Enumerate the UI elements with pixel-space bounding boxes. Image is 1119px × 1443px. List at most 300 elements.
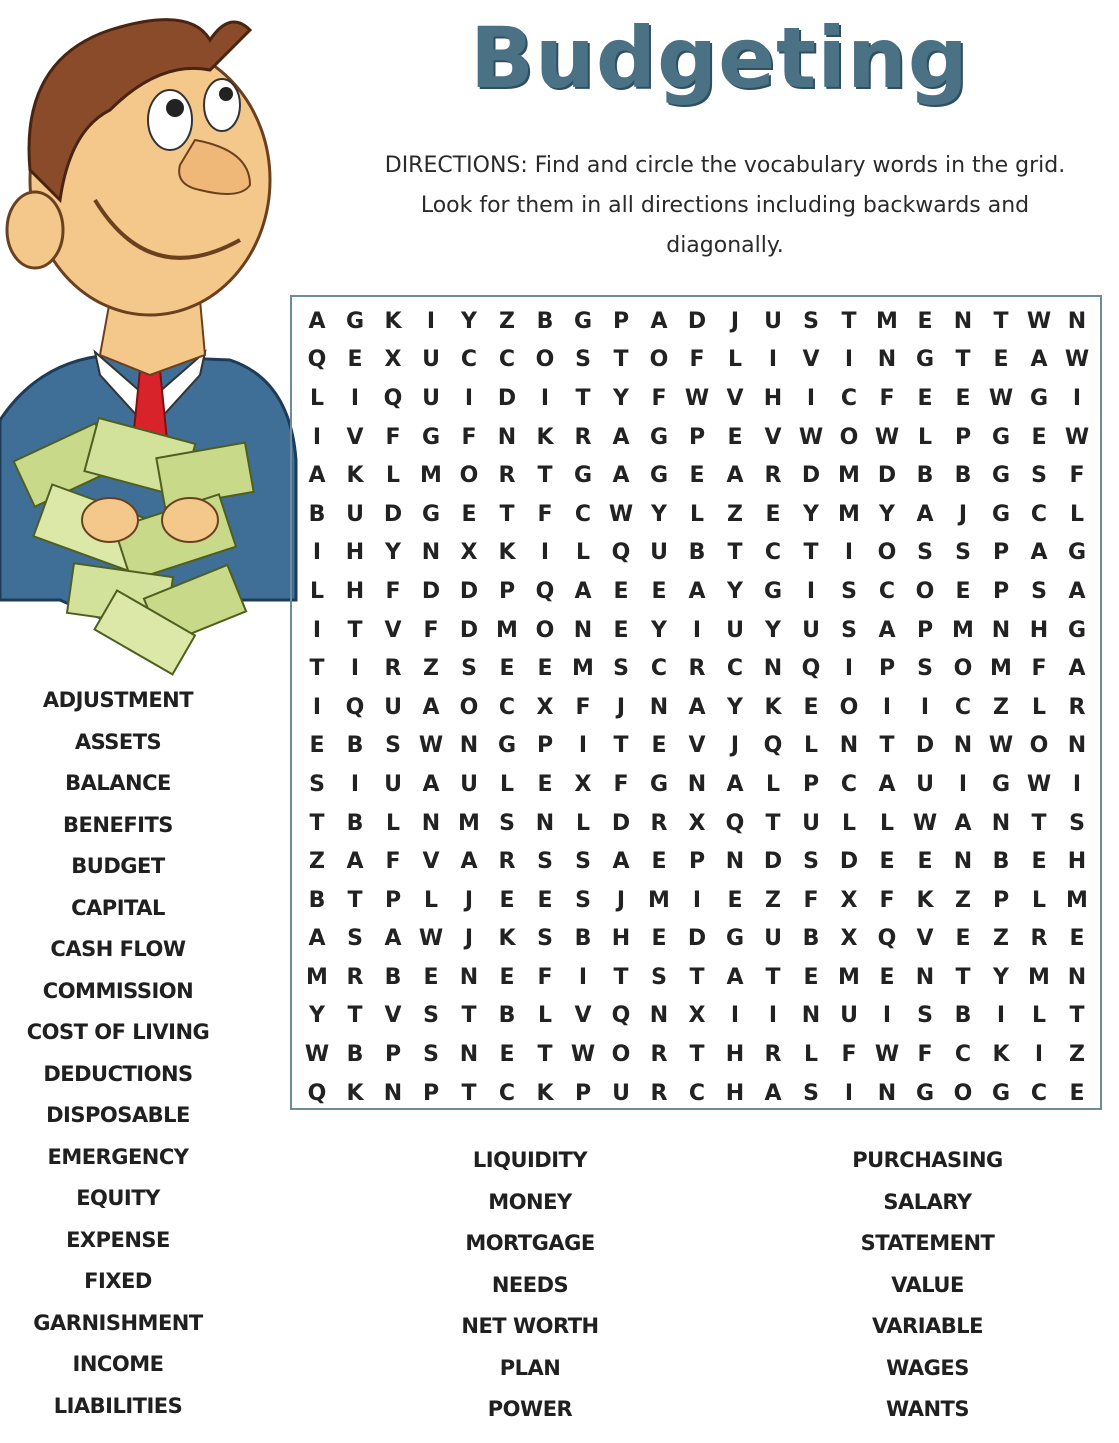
grid-letter[interactable]: B xyxy=(688,540,706,566)
grid-letter[interactable]: A xyxy=(308,308,326,334)
grid-letter[interactable]: E xyxy=(537,887,553,913)
grid-letter[interactable]: E xyxy=(955,578,971,604)
grid-letter[interactable]: S xyxy=(575,887,591,913)
grid-letter[interactable]: N xyxy=(991,617,1011,643)
grid-letter[interactable]: I xyxy=(312,540,322,566)
grid-letter[interactable]: Y xyxy=(309,1003,325,1029)
grid-letter[interactable]: K xyxy=(536,424,554,450)
grid-letter[interactable]: Q xyxy=(725,810,745,836)
grid-letter[interactable]: G xyxy=(763,578,783,604)
grid-letter[interactable]: N xyxy=(421,810,441,836)
grid-letter[interactable]: D xyxy=(801,463,821,489)
grid-letter[interactable]: O xyxy=(459,694,479,720)
grid-letter[interactable]: N xyxy=(497,424,517,450)
grid-letter[interactable]: J xyxy=(616,887,626,913)
grid-letter[interactable]: D xyxy=(611,810,631,836)
grid-letter[interactable]: R xyxy=(346,964,364,990)
grid-letter[interactable]: H xyxy=(763,385,783,411)
grid-letter[interactable]: I xyxy=(768,1003,778,1029)
grid-letter[interactable]: P xyxy=(992,578,1010,604)
grid-letter[interactable]: N xyxy=(877,347,897,373)
grid-letter[interactable]: V xyxy=(422,849,440,875)
grid-letter[interactable]: Q xyxy=(611,1003,631,1029)
grid-letter[interactable]: L xyxy=(765,771,781,797)
grid-letter[interactable]: C xyxy=(688,1080,706,1106)
grid-letter[interactable]: E xyxy=(917,849,933,875)
grid-letter[interactable]: X xyxy=(840,926,858,952)
grid-letter[interactable]: X xyxy=(384,347,402,373)
grid-letter[interactable]: U xyxy=(802,617,820,643)
grid-letter[interactable]: O xyxy=(839,424,859,450)
grid-letter[interactable]: M xyxy=(838,964,860,990)
grid-letter[interactable]: E xyxy=(461,501,477,527)
grid-letter[interactable]: I xyxy=(806,385,816,411)
grid-letter[interactable]: A xyxy=(574,578,592,604)
grid-letter[interactable]: V xyxy=(726,385,744,411)
grid-letter[interactable]: T xyxy=(689,1042,705,1068)
grid-letter[interactable]: W xyxy=(988,385,1014,411)
grid-letter[interactable]: F xyxy=(917,1042,933,1068)
grid-letter[interactable]: N xyxy=(459,964,479,990)
grid-letter[interactable]: S xyxy=(461,656,477,682)
grid-letter[interactable]: A xyxy=(308,926,326,952)
grid-letter[interactable]: S xyxy=(499,810,515,836)
grid-letter[interactable]: K xyxy=(498,926,516,952)
grid-letter[interactable]: L xyxy=(879,810,895,836)
grid-letter[interactable]: O xyxy=(877,540,897,566)
grid-letter[interactable]: Z xyxy=(309,849,325,875)
grid-letter[interactable]: T xyxy=(765,810,781,836)
grid-letter[interactable]: Z xyxy=(993,694,1009,720)
grid-letter[interactable]: A xyxy=(650,308,668,334)
grid-letter[interactable]: D xyxy=(459,578,479,604)
grid-letter[interactable]: Q xyxy=(801,656,821,682)
grid-letter[interactable]: N xyxy=(687,771,707,797)
grid-letter[interactable]: G xyxy=(991,771,1011,797)
grid-letter[interactable]: S xyxy=(1069,810,1085,836)
grid-letter[interactable]: S xyxy=(1031,463,1047,489)
grid-letter[interactable]: I xyxy=(882,1003,892,1029)
grid-letter[interactable]: D xyxy=(497,385,517,411)
grid-letter[interactable]: K xyxy=(992,1042,1010,1068)
grid-letter[interactable]: A xyxy=(308,463,326,489)
grid-letter[interactable]: Q xyxy=(345,694,365,720)
grid-letter[interactable]: I xyxy=(692,887,702,913)
grid-letter[interactable]: E xyxy=(499,964,515,990)
grid-letter[interactable]: E xyxy=(689,463,705,489)
grid-letter[interactable]: P xyxy=(612,308,630,334)
grid-letter[interactable]: E xyxy=(651,849,667,875)
grid-letter[interactable]: L xyxy=(803,733,819,759)
grid-letter[interactable]: I xyxy=(312,424,322,450)
grid-letter[interactable]: W xyxy=(570,1042,596,1068)
grid-letter[interactable]: P xyxy=(384,1042,402,1068)
grid-letter[interactable]: M xyxy=(306,964,328,990)
grid-letter[interactable]: S xyxy=(537,849,553,875)
grid-letter[interactable]: R xyxy=(1030,926,1048,952)
grid-letter[interactable]: G xyxy=(649,463,669,489)
grid-letter[interactable]: C xyxy=(1030,501,1048,527)
grid-letter[interactable]: A xyxy=(612,849,630,875)
grid-letter[interactable]: Y xyxy=(803,501,819,527)
grid-letter[interactable]: W xyxy=(1064,347,1090,373)
grid-letter[interactable]: D xyxy=(687,308,707,334)
grid-letter[interactable]: W xyxy=(304,1042,330,1068)
grid-letter[interactable]: N xyxy=(725,849,745,875)
grid-letter[interactable]: E xyxy=(499,1042,515,1068)
grid-letter[interactable]: K xyxy=(498,540,516,566)
grid-letter[interactable]: C xyxy=(650,656,668,682)
grid-letter[interactable]: G xyxy=(497,733,517,759)
grid-letter[interactable]: E xyxy=(917,308,933,334)
grid-letter[interactable]: O xyxy=(611,1042,631,1068)
grid-letter[interactable]: S xyxy=(423,1042,439,1068)
grid-letter[interactable]: C xyxy=(460,347,478,373)
grid-letter[interactable]: I xyxy=(350,385,360,411)
grid-letter[interactable]: T xyxy=(499,501,515,527)
grid-letter[interactable]: R xyxy=(574,424,592,450)
grid-letter[interactable]: H xyxy=(725,1080,745,1106)
grid-letter[interactable]: M xyxy=(876,308,898,334)
grid-letter[interactable]: R xyxy=(650,810,668,836)
grid-letter[interactable]: P xyxy=(802,771,820,797)
grid-letter[interactable]: E xyxy=(727,424,743,450)
grid-letter[interactable]: Y xyxy=(613,385,629,411)
grid-letter[interactable]: J xyxy=(464,887,474,913)
grid-letter[interactable]: T xyxy=(803,540,819,566)
grid-letter[interactable]: O xyxy=(535,347,555,373)
grid-letter[interactable]: S xyxy=(917,540,933,566)
grid-letter[interactable]: K xyxy=(346,1080,364,1106)
grid-letter[interactable]: R xyxy=(498,849,516,875)
grid-letter[interactable]: P xyxy=(384,887,402,913)
grid-letter[interactable]: N xyxy=(763,656,783,682)
grid-letter[interactable]: U xyxy=(650,540,668,566)
grid-letter[interactable]: F xyxy=(385,578,401,604)
grid-letter[interactable]: N xyxy=(991,810,1011,836)
grid-letter[interactable]: S xyxy=(955,540,971,566)
grid-letter[interactable]: E xyxy=(651,926,667,952)
grid-letter[interactable]: N xyxy=(915,964,935,990)
grid-letter[interactable]: Q xyxy=(307,1080,327,1106)
grid-letter[interactable]: X xyxy=(840,887,858,913)
grid-letter[interactable]: Y xyxy=(651,501,667,527)
grid-letter[interactable]: R xyxy=(384,656,402,682)
grid-letter[interactable]: D xyxy=(763,849,783,875)
grid-letter[interactable]: T xyxy=(347,887,363,913)
grid-letter[interactable]: E xyxy=(613,578,629,604)
grid-letter[interactable]: P xyxy=(954,424,972,450)
grid-letter[interactable]: U xyxy=(802,810,820,836)
grid-letter[interactable]: M xyxy=(572,656,594,682)
grid-letter[interactable]: F xyxy=(879,385,895,411)
grid-letter[interactable]: N xyxy=(839,733,859,759)
grid-letter[interactable]: G xyxy=(421,424,441,450)
grid-letter[interactable]: F xyxy=(461,424,477,450)
grid-letter[interactable]: G xyxy=(421,501,441,527)
grid-letter[interactable]: V xyxy=(802,347,820,373)
grid-letter[interactable]: K xyxy=(764,694,782,720)
grid-letter[interactable]: E xyxy=(803,694,819,720)
grid-letter[interactable]: H xyxy=(611,926,631,952)
grid-letter[interactable]: M xyxy=(1066,887,1088,913)
grid-letter[interactable]: J xyxy=(616,694,626,720)
grid-letter[interactable]: E xyxy=(1069,1080,1085,1106)
grid-letter[interactable]: Z xyxy=(993,926,1009,952)
grid-letter[interactable]: L xyxy=(423,887,439,913)
grid-letter[interactable]: T xyxy=(347,617,363,643)
grid-letter[interactable]: T xyxy=(613,964,629,990)
grid-letter[interactable]: M xyxy=(838,501,860,527)
grid-letter[interactable]: F xyxy=(537,964,553,990)
grid-letter[interactable]: S xyxy=(651,964,667,990)
grid-letter[interactable]: X xyxy=(688,810,706,836)
grid-letter[interactable]: I xyxy=(464,385,474,411)
grid-letter[interactable]: F xyxy=(613,771,629,797)
grid-letter[interactable]: V xyxy=(384,617,402,643)
grid-letter[interactable]: G xyxy=(915,347,935,373)
grid-letter[interactable]: L xyxy=(385,810,401,836)
grid-letter[interactable]: O xyxy=(915,578,935,604)
grid-letter[interactable]: U xyxy=(612,1080,630,1106)
grid-letter[interactable]: B xyxy=(574,926,592,952)
grid-letter[interactable]: T xyxy=(461,1003,477,1029)
grid-letter[interactable]: I xyxy=(1072,771,1082,797)
grid-letter[interactable]: T xyxy=(613,733,629,759)
grid-letter[interactable]: P xyxy=(688,849,706,875)
grid-letter[interactable]: A xyxy=(916,501,934,527)
grid-letter[interactable]: B xyxy=(536,308,554,334)
grid-letter[interactable]: A xyxy=(1030,347,1048,373)
grid-letter[interactable]: D xyxy=(421,578,441,604)
grid-letter[interactable]: Y xyxy=(727,578,743,604)
grid-letter[interactable]: N xyxy=(459,733,479,759)
grid-letter[interactable]: K xyxy=(384,308,402,334)
grid-letter[interactable]: G xyxy=(1029,385,1049,411)
grid-letter[interactable]: I xyxy=(540,540,550,566)
grid-letter[interactable]: O xyxy=(953,1080,973,1106)
grid-letter[interactable]: O xyxy=(535,617,555,643)
grid-letter[interactable]: P xyxy=(992,540,1010,566)
grid-letter[interactable]: J xyxy=(730,733,740,759)
grid-letter[interactable]: O xyxy=(1029,733,1049,759)
grid-letter[interactable]: S xyxy=(917,1003,933,1029)
grid-letter[interactable]: F xyxy=(385,849,401,875)
grid-letter[interactable]: G xyxy=(991,463,1011,489)
grid-letter[interactable]: L xyxy=(917,424,933,450)
grid-letter[interactable]: E xyxy=(347,347,363,373)
grid-letter[interactable]: G xyxy=(1067,617,1087,643)
grid-letter[interactable]: T xyxy=(309,656,325,682)
grid-letter[interactable]: C xyxy=(498,694,516,720)
grid-letter[interactable]: C xyxy=(878,578,896,604)
grid-letter[interactable]: G xyxy=(1067,540,1087,566)
grid-letter[interactable]: R xyxy=(1068,694,1086,720)
grid-letter[interactable]: S xyxy=(347,926,363,952)
grid-letter[interactable]: Q xyxy=(383,385,403,411)
grid-letter[interactable]: I xyxy=(578,733,588,759)
grid-letter[interactable]: C xyxy=(840,771,858,797)
grid-letter[interactable]: C xyxy=(726,656,744,682)
grid-letter[interactable]: E xyxy=(423,964,439,990)
grid-letter[interactable]: R xyxy=(650,1080,668,1106)
grid-letter[interactable]: B xyxy=(308,887,326,913)
grid-letter[interactable]: I xyxy=(1034,1042,1044,1068)
grid-letter[interactable]: T xyxy=(1031,810,1047,836)
grid-letter[interactable]: T xyxy=(461,1080,477,1106)
grid-letter[interactable]: W xyxy=(1026,308,1052,334)
grid-letter[interactable]: Y xyxy=(651,617,667,643)
grid-letter[interactable]: C xyxy=(954,1042,972,1068)
grid-letter[interactable]: F xyxy=(689,347,705,373)
grid-letter[interactable]: V xyxy=(688,733,706,759)
grid-letter[interactable]: B xyxy=(954,463,972,489)
grid-letter[interactable]: Y xyxy=(727,694,743,720)
grid-letter[interactable]: F xyxy=(803,887,819,913)
grid-letter[interactable]: G xyxy=(991,424,1011,450)
grid-letter[interactable]: C xyxy=(498,347,516,373)
grid-letter[interactable]: P xyxy=(916,617,934,643)
grid-letter[interactable]: S xyxy=(575,347,591,373)
grid-letter[interactable]: I xyxy=(768,347,778,373)
grid-letter[interactable]: I xyxy=(730,1003,740,1029)
grid-letter[interactable]: K xyxy=(536,1080,554,1106)
grid-letter[interactable]: C xyxy=(498,1080,516,1106)
grid-letter[interactable]: K xyxy=(346,463,364,489)
grid-letter[interactable]: E xyxy=(727,887,743,913)
grid-letter[interactable]: W xyxy=(1026,771,1052,797)
grid-letter[interactable]: T xyxy=(613,347,629,373)
grid-letter[interactable]: M xyxy=(990,656,1012,682)
grid-letter[interactable]: L xyxy=(1069,501,1085,527)
grid-letter[interactable]: O xyxy=(953,656,973,682)
grid-letter[interactable]: U xyxy=(764,308,782,334)
grid-letter[interactable]: E xyxy=(917,385,933,411)
grid-letter[interactable]: G xyxy=(573,308,593,334)
grid-letter[interactable]: A xyxy=(688,578,706,604)
grid-letter[interactable]: F xyxy=(841,1042,857,1068)
grid-letter[interactable]: I xyxy=(958,771,968,797)
grid-letter[interactable]: U xyxy=(726,617,744,643)
grid-letter[interactable]: C xyxy=(954,694,972,720)
grid-letter[interactable]: P xyxy=(536,733,554,759)
grid-letter[interactable]: I xyxy=(350,771,360,797)
grid-letter[interactable]: Q xyxy=(611,540,631,566)
grid-letter[interactable]: H xyxy=(345,540,365,566)
grid-letter[interactable]: W xyxy=(874,1042,900,1068)
grid-letter[interactable]: S xyxy=(537,926,553,952)
grid-letter[interactable]: X xyxy=(460,540,478,566)
grid-letter[interactable]: E xyxy=(993,347,1009,373)
grid-letter[interactable]: U xyxy=(346,501,364,527)
grid-letter[interactable]: F xyxy=(1069,463,1085,489)
grid-letter[interactable]: I xyxy=(844,540,854,566)
grid-letter[interactable]: B xyxy=(498,1003,516,1029)
grid-letter[interactable]: V xyxy=(764,424,782,450)
grid-letter[interactable]: U xyxy=(384,771,402,797)
grid-letter[interactable]: Y xyxy=(385,540,401,566)
grid-letter[interactable]: O xyxy=(459,463,479,489)
grid-letter[interactable]: W xyxy=(988,733,1014,759)
grid-letter[interactable]: Y xyxy=(461,308,477,334)
grid-letter[interactable]: N xyxy=(535,810,555,836)
grid-letter[interactable]: F xyxy=(423,617,439,643)
grid-letter[interactable]: A xyxy=(726,463,744,489)
grid-letter[interactable]: N xyxy=(953,849,973,875)
grid-letter[interactable]: U xyxy=(422,385,440,411)
grid-letter[interactable]: P xyxy=(688,424,706,450)
grid-letter[interactable]: C xyxy=(764,540,782,566)
grid-letter[interactable]: W xyxy=(1064,424,1090,450)
grid-letter[interactable]: L xyxy=(803,1042,819,1068)
grid-letter[interactable]: T xyxy=(309,810,325,836)
grid-letter[interactable]: I xyxy=(540,385,550,411)
grid-letter[interactable]: X xyxy=(574,771,592,797)
grid-letter[interactable]: B xyxy=(346,733,364,759)
grid-letter[interactable]: W xyxy=(912,810,938,836)
grid-letter[interactable]: M xyxy=(1028,964,1050,990)
grid-letter[interactable]: H xyxy=(725,1042,745,1068)
grid-letter[interactable]: T xyxy=(689,964,705,990)
grid-letter[interactable]: T xyxy=(537,1042,553,1068)
grid-letter[interactable]: A xyxy=(422,771,440,797)
grid-letter[interactable]: M xyxy=(420,463,442,489)
grid-letter[interactable]: I xyxy=(844,656,854,682)
grid-letter[interactable]: Y xyxy=(879,501,895,527)
grid-letter[interactable]: X xyxy=(688,1003,706,1029)
grid-letter[interactable]: U xyxy=(384,694,402,720)
word-search-grid[interactable] xyxy=(298,302,1096,1112)
grid-letter[interactable]: S xyxy=(917,656,933,682)
grid-letter[interactable]: R xyxy=(688,656,706,682)
grid-letter[interactable]: E xyxy=(537,656,553,682)
grid-letter[interactable]: Q xyxy=(763,733,783,759)
grid-letter[interactable]: T xyxy=(955,964,971,990)
grid-letter[interactable]: G xyxy=(991,1080,1011,1106)
grid-letter[interactable]: L xyxy=(1031,694,1047,720)
grid-letter[interactable]: I xyxy=(920,694,930,720)
grid-letter[interactable]: N xyxy=(1067,733,1087,759)
grid-letter[interactable]: T xyxy=(955,347,971,373)
grid-letter[interactable]: T xyxy=(993,308,1009,334)
grid-letter[interactable]: U xyxy=(422,347,440,373)
grid-letter[interactable]: E xyxy=(955,385,971,411)
grid-letter[interactable]: W xyxy=(608,501,634,527)
grid-letter[interactable]: A xyxy=(346,849,364,875)
grid-letter[interactable]: R xyxy=(650,1042,668,1068)
grid-letter[interactable]: A xyxy=(878,771,896,797)
grid-letter[interactable]: N xyxy=(953,308,973,334)
grid-letter[interactable]: T xyxy=(537,463,553,489)
grid-letter[interactable]: I xyxy=(882,694,892,720)
grid-letter[interactable]: J xyxy=(730,308,740,334)
grid-letter[interactable]: A xyxy=(384,926,402,952)
grid-letter[interactable]: M xyxy=(458,810,480,836)
grid-letter[interactable]: N xyxy=(459,1042,479,1068)
grid-letter[interactable]: H xyxy=(345,578,365,604)
grid-letter[interactable]: A xyxy=(1068,656,1086,682)
grid-letter[interactable]: N xyxy=(877,1080,897,1106)
grid-letter[interactable]: T xyxy=(841,308,857,334)
grid-letter[interactable]: B xyxy=(992,849,1010,875)
grid-letter[interactable]: E xyxy=(499,656,515,682)
grid-letter[interactable]: T xyxy=(727,540,743,566)
grid-letter[interactable]: E xyxy=(879,849,895,875)
grid-letter[interactable]: D xyxy=(687,926,707,952)
grid-letter[interactable]: V xyxy=(916,926,934,952)
grid-letter[interactable]: G xyxy=(991,501,1011,527)
grid-letter[interactable]: G xyxy=(345,308,365,334)
